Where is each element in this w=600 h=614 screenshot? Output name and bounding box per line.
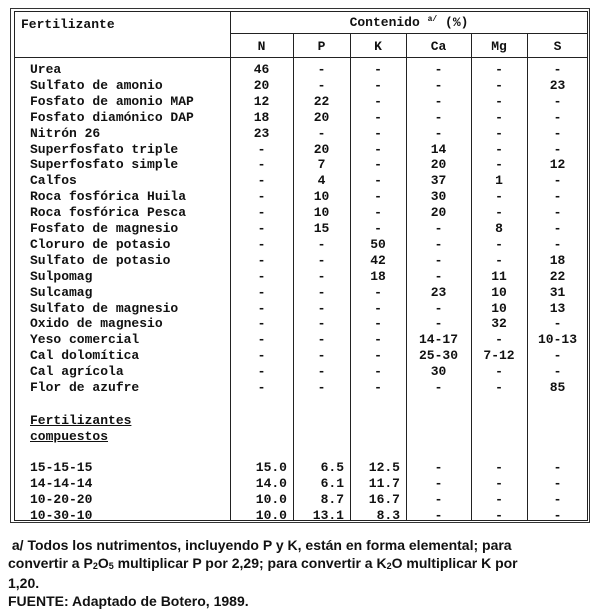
cell-s: 13 <box>549 300 566 316</box>
cell-n: - <box>257 364 266 380</box>
cell-mg: 10 <box>491 300 507 316</box>
footnote <box>8 537 598 610</box>
cell-s: - <box>553 125 562 141</box>
cell-mg: - <box>495 236 503 252</box>
cell-s: - <box>553 189 562 205</box>
fertilizer-name: Sulfato de potasio <box>30 252 171 268</box>
cell-s: 10-13 <box>537 332 577 348</box>
cell-ca: - <box>434 77 443 93</box>
divider-group-header <box>230 33 588 34</box>
cell-mg: - <box>495 332 503 348</box>
footnote-line-3: 1,20. <box>8 575 40 591</box>
fertilizer-name: Flor de azufre <box>30 380 140 395</box>
cell-p: - <box>317 125 326 141</box>
column-header-fertilizante: Fertilizante <box>21 17 115 32</box>
cell-n: - <box>257 332 266 348</box>
cell-s: - <box>553 364 562 380</box>
footnote-text-2c: multiplicar P por 2,29; para convertir a K <box>113 554 387 571</box>
cell-n: - <box>257 205 266 221</box>
cell-n: - <box>257 221 266 236</box>
cell-k: - <box>374 189 382 205</box>
cell-p: 20 <box>313 109 330 125</box>
column-header-n: N <box>257 39 266 54</box>
cell-p: - <box>317 380 326 395</box>
cell-k: - <box>374 62 382 77</box>
cell-s: - <box>553 205 562 221</box>
fertilizer-name: Fosfato de magnesio <box>30 221 179 236</box>
cell-p: - <box>317 62 326 77</box>
cell-k: - <box>374 157 382 173</box>
cell-s: 22 <box>549 268 566 284</box>
cell-mg: 10 <box>491 284 507 300</box>
cell-ca: - <box>434 268 443 284</box>
fertilizer-name: Cal agrícola <box>30 364 124 380</box>
footnote-text-1: a/ Todos los nutrimentos, incluyendo P y K, están en forma elemental; para <box>11 537 512 553</box>
cell-k: 12.5 <box>368 460 400 475</box>
cell-ca: - <box>434 125 443 141</box>
compound-fertilizer-name: 15-15-15 <box>30 460 93 475</box>
cell-s: 12 <box>549 157 566 173</box>
cell-n: - <box>257 189 266 205</box>
cell-s: 18 <box>549 252 566 268</box>
cell-s: - <box>553 492 562 507</box>
cell-s: - <box>553 348 562 364</box>
fertilizer-name: Sulfato de amonio <box>30 77 163 93</box>
footnote-line-2 <box>8 555 598 576</box>
cell-ca: - <box>434 236 443 252</box>
cell-s: - <box>553 508 562 523</box>
fertilizer-name: Superfosfato simple <box>30 157 179 173</box>
group-unit: (%) <box>445 15 469 30</box>
cell-ca: 25-30 <box>418 348 458 364</box>
cell-k: 42 <box>370 252 386 268</box>
cell-n: 14.0 <box>255 476 287 491</box>
cell-ca: 14-17 <box>418 332 458 348</box>
cell-p: - <box>317 364 326 380</box>
cell-s: 23 <box>549 77 566 93</box>
cell-mg: 1 <box>495 173 503 189</box>
cell-ca: - <box>434 508 443 523</box>
cell-p: - <box>317 332 326 348</box>
cell-mg: - <box>495 508 503 523</box>
cell-ca: - <box>434 300 443 316</box>
cell-s: - <box>553 109 562 125</box>
cell-s: 31 <box>549 284 566 300</box>
footnote-text-2d: O multiplicar K por <box>391 554 518 571</box>
group-footnote-marker: a/ <box>427 15 438 24</box>
cell-n: 12 <box>253 93 270 109</box>
footnote-text-2a: convertir a P <box>8 554 93 571</box>
cell-n: 23 <box>253 125 270 141</box>
cell-p: 15 <box>313 221 330 236</box>
compound-section-title-1: Fertilizantes <box>30 413 132 428</box>
fertilizer-name: Sulpomag <box>30 268 93 284</box>
cell-k: - <box>374 141 382 157</box>
cell-n: 18 <box>253 109 270 125</box>
cell-ca: - <box>434 62 443 77</box>
compound-fertilizer-name: 10-30-10 <box>30 508 93 523</box>
cell-p: 4 <box>317 173 326 189</box>
cell-p: - <box>317 300 326 316</box>
cell-n: 46 <box>253 62 270 77</box>
cell-n: 15.0 <box>255 460 287 475</box>
fertilizer-name: Nitrón 26 <box>30 125 101 141</box>
cell-k: - <box>374 364 382 380</box>
cell-mg: - <box>495 125 503 141</box>
cell-p: 22 <box>313 93 330 109</box>
cell-mg: - <box>495 109 503 125</box>
cell-mg: - <box>495 460 503 475</box>
compound-fertilizer-name: 10-20-20 <box>30 492 93 507</box>
cell-p: 8.7 <box>320 492 344 507</box>
cell-ca: 23 <box>430 284 447 300</box>
fertilizer-name: Urea <box>30 62 62 77</box>
cell-k: - <box>374 205 382 221</box>
cell-k: - <box>374 380 382 395</box>
fertilizer-name: Oxido de magnesio <box>30 316 163 332</box>
footnote-line-1 <box>8 537 598 555</box>
cell-s: - <box>553 173 562 189</box>
cell-s: - <box>553 221 562 236</box>
cell-k: 18 <box>370 268 386 284</box>
fertilizer-name: Calfos <box>30 173 77 189</box>
cell-p: - <box>317 252 326 268</box>
cell-p: - <box>317 236 326 252</box>
fertilizer-name: Superfosfato triple <box>30 141 179 157</box>
cell-mg: - <box>495 157 503 173</box>
cell-ca: 20 <box>430 205 447 221</box>
subscript-2: 2 <box>92 560 98 571</box>
cell-n: - <box>257 284 266 300</box>
fertilizer-name: Cal dolomítica <box>30 348 140 364</box>
cell-k: 50 <box>370 236 386 252</box>
cell-p: 20 <box>313 141 330 157</box>
cell-k: - <box>374 109 382 125</box>
cell-p: 10 <box>313 205 330 221</box>
cell-n: - <box>257 141 266 157</box>
cell-mg: - <box>495 364 503 380</box>
cell-k: - <box>374 221 382 236</box>
cell-mg: - <box>495 62 503 77</box>
cell-p: - <box>317 268 326 284</box>
cell-p: 6.1 <box>320 476 344 491</box>
cell-s: - <box>553 93 562 109</box>
cell-s: - <box>553 316 562 332</box>
cell-s: - <box>553 141 562 157</box>
cell-n: - <box>257 316 266 332</box>
cell-s: 85 <box>549 380 566 395</box>
cell-p: 13.1 <box>312 508 344 523</box>
cell-s: - <box>553 460 562 475</box>
cell-p: - <box>317 77 326 93</box>
footnote-text-2b: O <box>97 554 109 571</box>
cell-mg: - <box>495 492 503 507</box>
cell-k: - <box>374 77 382 93</box>
compound-fertilizer-name: 14-14-14 <box>30 476 93 491</box>
cell-n: - <box>257 252 266 268</box>
cell-ca: - <box>434 380 443 395</box>
cell-ca: - <box>434 109 443 125</box>
compound-section-title-2: compuestos <box>30 429 109 444</box>
cell-ca: 30 <box>430 189 447 205</box>
cell-p: 10 <box>313 189 330 205</box>
cell-n: - <box>257 380 266 395</box>
cell-ca: - <box>434 252 443 268</box>
column-header-k: K <box>374 39 382 54</box>
cell-mg: 8 <box>495 221 503 236</box>
group-label: Contenido <box>349 15 420 30</box>
column-header-s: S <box>553 39 562 54</box>
cell-mg: - <box>495 189 503 205</box>
cell-n: - <box>257 268 266 284</box>
cell-k: - <box>374 93 382 109</box>
cell-k: - <box>374 316 382 332</box>
cell-mg: - <box>495 476 503 491</box>
cell-ca: - <box>434 316 443 332</box>
cell-s: - <box>553 62 562 77</box>
cell-ca: 30 <box>430 364 447 380</box>
cell-ca: 14 <box>430 141 447 157</box>
subscript-5: 5 <box>108 560 114 571</box>
cell-p: 6.5 <box>320 460 344 475</box>
cell-n: - <box>257 300 266 316</box>
cell-k: - <box>374 300 382 316</box>
cell-mg: - <box>495 205 503 221</box>
cell-ca: - <box>434 460 443 475</box>
cell-mg: - <box>495 252 503 268</box>
cell-n: 20 <box>253 77 270 93</box>
fertilizer-name: Yeso comercial <box>30 332 140 348</box>
cell-n: 10.0 <box>255 492 287 507</box>
cell-n: 10.0 <box>255 508 287 523</box>
cell-p: - <box>317 348 326 364</box>
fertilizer-name: Sulcamag <box>30 284 93 300</box>
cell-n: - <box>257 173 266 189</box>
cell-n: - <box>257 157 266 173</box>
fertilizer-name: Roca fosfórica Pesca <box>30 205 187 221</box>
cell-p: - <box>317 284 326 300</box>
cell-ca: - <box>434 93 443 109</box>
fertilizer-name: Roca fosfórica Huila <box>30 189 187 205</box>
cell-mg: - <box>495 380 503 395</box>
footnote-source: FUENTE: Adaptado de Botero, 1989. <box>8 592 249 609</box>
cell-s: - <box>553 476 562 491</box>
cell-p: 7 <box>317 157 326 173</box>
cell-mg: 32 <box>491 316 507 332</box>
fertilizer-name: Fosfato de amonio MAP <box>30 93 194 109</box>
cell-mg: - <box>495 77 503 93</box>
fertilizer-name: Cloruro de potasio <box>30 236 171 252</box>
subscript-2b: 2 <box>386 560 392 571</box>
cell-k: - <box>374 332 382 348</box>
cell-k: 16.7 <box>368 492 400 507</box>
divider-header-body <box>14 57 588 58</box>
cell-mg: - <box>495 141 503 157</box>
column-header-ca: Ca <box>430 39 447 54</box>
cell-p: - <box>317 316 326 332</box>
column-header-p: P <box>317 39 326 54</box>
cell-ca: - <box>434 492 443 507</box>
column-header-mg: Mg <box>491 39 507 54</box>
fertilizer-name: Fosfato diamónico DAP <box>30 109 194 125</box>
column-group-header <box>230 15 588 30</box>
cell-ca: - <box>434 221 443 236</box>
cell-k: - <box>374 125 382 141</box>
cell-k: - <box>374 348 382 364</box>
cell-s: - <box>553 236 562 252</box>
cell-n: - <box>257 348 266 364</box>
cell-k: - <box>374 284 382 300</box>
cell-mg: 7-12 <box>483 348 515 364</box>
cell-ca: - <box>434 476 443 491</box>
cell-mg: 11 <box>491 268 507 284</box>
cell-mg: - <box>495 93 503 109</box>
cell-k: 8.3 <box>376 508 400 523</box>
cell-ca: 20 <box>430 157 447 173</box>
cell-n: - <box>257 236 266 252</box>
fertilizer-name: Sulfato de magnesio <box>30 300 179 316</box>
cell-k: 11.7 <box>368 476 400 491</box>
cell-k: - <box>374 173 382 189</box>
cell-ca: 37 <box>430 173 447 189</box>
